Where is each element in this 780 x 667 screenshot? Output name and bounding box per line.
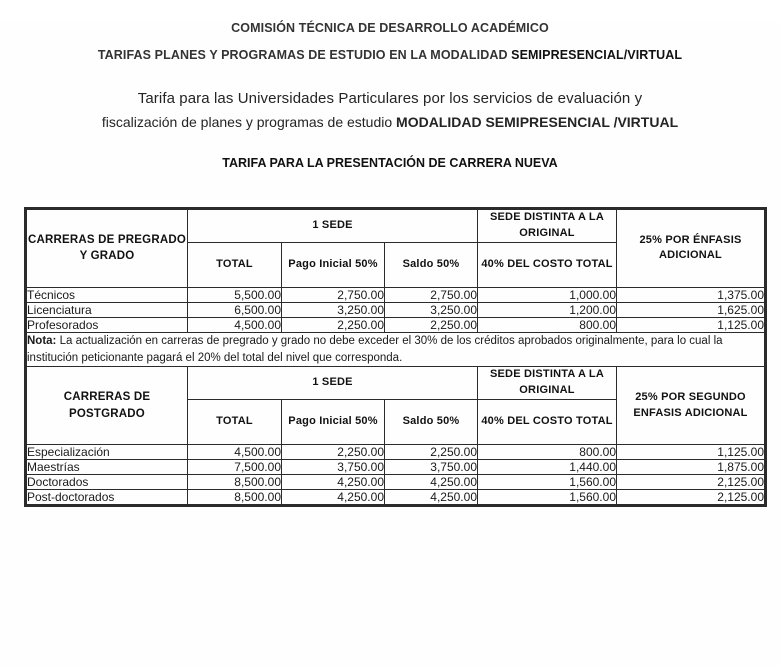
document-subject-line [0,48,780,62]
note-cell [26,332,766,366]
subtitle-block [0,90,780,130]
row-label: Profesorados [26,317,188,332]
subtitle-line-2 [0,114,780,130]
cell-enfasis: 2,125.00 [617,475,766,490]
header-group-1-sede: 1 SEDE [188,209,478,243]
table-row [26,460,766,475]
row-label: Post-doctorados [26,490,188,506]
document-page [0,21,780,667]
header-sub-total: TOTAL [188,242,282,287]
cell-sede-distinta: 1,560.00 [478,490,617,506]
institution-title: COMISIÓN TÉCNICA DE DESARROLLO ACADÉMICO [231,21,549,35]
cell-sede-distinta: 1,440.00 [478,460,617,475]
document-subject-normal: TARIFAS PLANES Y PROGRAMAS DE ESTUDIO EN LA MODALIDAD [97,48,512,62]
document-subject-bold: SEMIPRESENCIAL/VIRTUAL [511,48,683,62]
table-header-row-groups [26,209,766,243]
header-sub-pago-inicial: Pago Inicial 50% [282,242,385,287]
cell-sede-distinta: 800.00 [478,317,617,332]
table-row [26,302,766,317]
header-carreras-pregrado: CARRERAS DE PREGRADO Y GRADO [26,209,188,288]
table-row [26,445,766,460]
cell-sede-distinta: 1,560.00 [478,475,617,490]
cell-pago-inicial: 4,250.00 [282,475,385,490]
table-title: TARIFA PARA LA PRESENTACIÓN DE CARRERA NUEVA [222,156,558,170]
header-carreras-postgrado: CARRERAS DE POSTGRADO [26,367,188,445]
header-group-segundo-enfasis: 25% POR SEGUNDO ENFASIS ADICIONAL [617,367,766,445]
cell-sede-distinta: 800.00 [478,445,617,460]
table-row [26,475,766,490]
cell-total: 8,500.00 [188,475,282,490]
cell-enfasis: 1,125.00 [617,317,766,332]
cell-total: 4,500.00 [188,317,282,332]
table-row [26,490,766,506]
cell-saldo: 4,250.00 [385,490,478,506]
cell-saldo: 2,750.00 [385,287,478,302]
table-header-row-groups [26,367,766,400]
cell-enfasis: 1,875.00 [617,460,766,475]
subtitle-line-2-bold: MODALIDAD SEMIPRESENCIAL /VIRTUAL [396,114,679,130]
table-pregrado-y-grado [24,207,767,367]
table-row [26,287,766,302]
cell-enfasis: 1,125.00 [617,445,766,460]
header-sub-saldo: Saldo 50% [385,242,478,287]
cell-saldo: 3,750.00 [385,460,478,475]
note-row [26,332,766,366]
cell-total: 8,500.00 [188,490,282,506]
cell-sede-distinta: 1,000.00 [478,287,617,302]
cell-pago-inicial: 2,250.00 [282,445,385,460]
cell-pago-inicial: 4,250.00 [282,490,385,506]
table-postgrado [24,366,767,507]
header-group-sede-distinta: SEDE DISTINTA A LA ORIGINAL [478,367,617,400]
subtitle-line-2-normal: fiscalización de planes y programas de estudio [101,114,397,130]
header-sub-saldo: Saldo 50% [385,400,478,445]
header-sub-costo-total: 40% DEL COSTO TOTAL [478,400,617,445]
cell-saldo: 2,250.00 [385,445,478,460]
cell-enfasis: 1,375.00 [617,287,766,302]
cell-pago-inicial: 3,250.00 [282,302,385,317]
cell-pago-inicial: 2,750.00 [282,287,385,302]
header-group-1-sede: 1 SEDE [188,367,478,400]
table-row [26,317,766,332]
row-label: Especialización [26,445,188,460]
header-sub-costo-total: 40% DEL COSTO TOTAL [478,242,617,287]
subtitle-line-1: Tarifa para las Universidades Particulares por los servicios de evaluación y [137,90,643,107]
cell-total: 6,500.00 [188,302,282,317]
cell-sede-distinta: 1,200.00 [478,302,617,317]
cell-enfasis: 1,625.00 [617,302,766,317]
cell-saldo: 2,250.00 [385,317,478,332]
cell-pago-inicial: 3,750.00 [282,460,385,475]
cell-total: 7,500.00 [188,460,282,475]
note-text: La actualización en carreras de pregrado y grado no debe exceder el 30% de los créditos aprobados originalmente, para lo cual la institución peticionante pagará el 20% del total del nivel que corresponda. [27,334,723,364]
rates-tables-container [24,207,764,507]
row-label: Técnicos [26,287,188,302]
header-group-sede-distinta: SEDE DISTINTA A LA ORIGINAL [478,209,617,243]
header-sub-pago-inicial: Pago Inicial 50% [282,400,385,445]
row-label: Licenciatura [26,302,188,317]
note-label: Nota: [27,334,57,347]
cell-saldo: 4,250.00 [385,475,478,490]
header-group-enfasis-adicional: 25% POR ÉNFASIS ADICIONAL [617,209,766,288]
cell-total: 4,500.00 [188,445,282,460]
header-sub-total: TOTAL [188,400,282,445]
row-label: Maestrías [26,460,188,475]
row-label: Doctorados [26,475,188,490]
cell-pago-inicial: 2,250.00 [282,317,385,332]
cell-enfasis: 2,125.00 [617,490,766,506]
cell-total: 5,500.00 [188,287,282,302]
cell-saldo: 3,250.00 [385,302,478,317]
